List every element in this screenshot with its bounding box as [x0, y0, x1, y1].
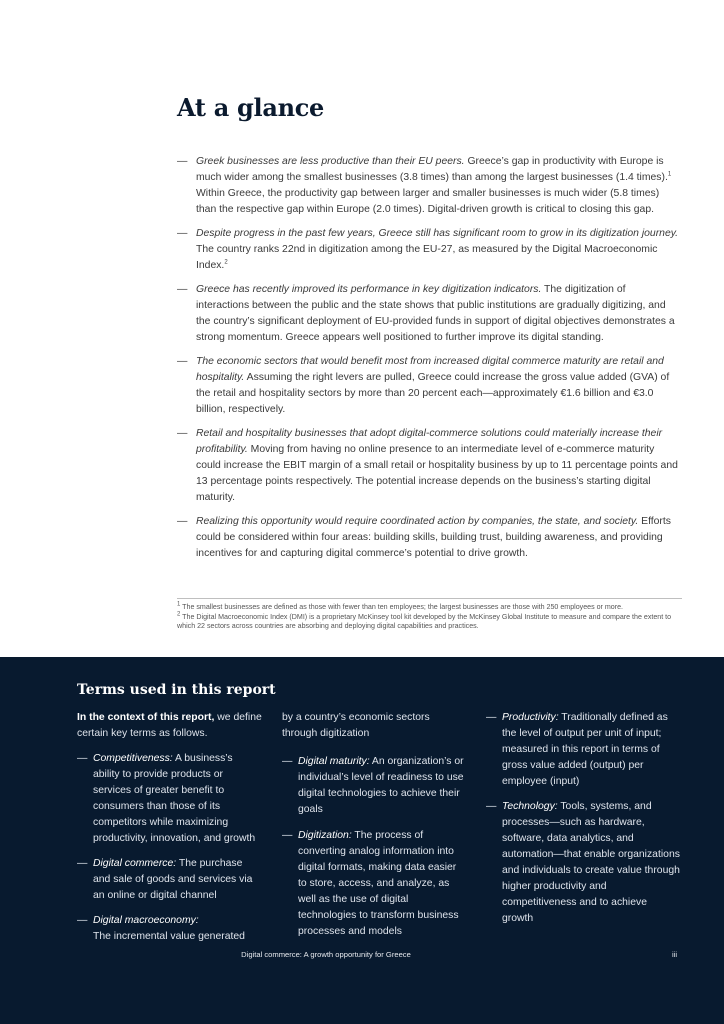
- term-name: Digital maturity:: [298, 756, 370, 767]
- page-number: iii: [672, 950, 678, 959]
- page-title: At a glance: [177, 93, 325, 122]
- footnote: [177, 603, 687, 613]
- term-text: The process of converting analog information into digital formats, making data easier to store, access, and analyze, as well as the use of digital technologies to transform business processes and models: [298, 830, 459, 937]
- finding-text: Moving from having no online presence to an intermediate level of e-commerce maturity could increase the EBIT margin of a small retail or hospitality business by up to 11 percentage points and 13 percentage points respectively. The potential increase depends on the business’s starting digital maturity.: [196, 444, 678, 503]
- key-findings-list: [177, 154, 679, 570]
- dash-marker: —: [282, 756, 293, 767]
- footnote-number: 1: [177, 601, 181, 608]
- finding-item: [177, 226, 679, 274]
- term-text: Tools, systems, and processes—such as hardware, software, data analytics, and automation—that enable organizations and individuals to create value through higher productivity and competitiveness and to achieve growth: [502, 801, 680, 924]
- dash-marker: —: [177, 156, 188, 167]
- dash-marker: —: [177, 228, 188, 239]
- term-name: Productivity:: [502, 712, 559, 723]
- term-name: Digital macroeconomy:: [93, 915, 199, 926]
- finding-lead: Greek businesses are less productive than their EU peers.: [196, 156, 465, 167]
- term-name: Digital commerce:: [93, 858, 177, 869]
- finding-text: Assuming the right levers are pulled, Greece could increase the gross value added (GVA) of the retail and hospitality sectors by more than 20 percent each—approximately €1.6 billion and €3.0 billion, respectively.: [196, 372, 670, 415]
- finding-lead: Despite progress in the past few years, Greece still has significant room to grow in its digitization journey.: [196, 228, 679, 239]
- term-name: Technology:: [502, 801, 558, 812]
- finding-lead: Retail and hospitality businesses that adopt digital-commerce solutions could materially increase their profitability.: [196, 428, 663, 455]
- terms-intro-bold: In the context of this report,: [77, 712, 215, 723]
- terms-panel: [0, 657, 724, 1024]
- terms-intro-text: we define certain key terms as follows.: [77, 712, 262, 739]
- footnote-text: The Digital Macroeconomic Index (DMI) is a proprietary McKinsey tool kit developed by the McKinsey Global Institute to measure and compare the extent to which 22 sectors across countries are absorbing and deploying digital capabilities and practices.: [177, 612, 672, 631]
- terms-column-2: [282, 710, 467, 950]
- term-definition: [77, 913, 262, 945]
- finding-item: [177, 282, 679, 346]
- dash-marker: —: [486, 801, 497, 812]
- dash-marker: —: [177, 428, 188, 439]
- term-definition: [486, 710, 681, 790]
- finding-lead: Realizing this opportunity would require coordinated action by companies, the state, and society.: [196, 516, 639, 527]
- term-definition: [77, 856, 262, 904]
- dash-marker: —: [77, 858, 88, 869]
- term-text: A business’s ability to provide products or services of greater benefit to consumers than those of its competitors while maximizing productivity, innovation, and growth: [93, 753, 256, 844]
- term-text: The purchase and sale of goods and services via an online or digital channel: [93, 858, 253, 901]
- footnote-ref: 1: [667, 171, 672, 178]
- footnote-ref: 2: [224, 259, 228, 266]
- term-text: An organization’s or individual’s level of readiness to use digital technologies to achieve their goals: [298, 756, 464, 815]
- footnote-number: 2: [177, 611, 181, 618]
- finding-lead: The economic sectors that would benefit most from increased digital commerce maturity are retail and hospitality.: [196, 356, 664, 383]
- finding-text: Efforts could be considered within four areas: building skills, building trust, building awareness, and providing incentives for and capturing digital commerce’s potential to drive growth.: [196, 516, 671, 559]
- dash-marker: —: [77, 753, 88, 764]
- terms-column-1: [77, 710, 262, 954]
- term-definition: [282, 754, 467, 818]
- finding-lead: Greece has recently improved its performance in key digitization indicators.: [196, 284, 542, 295]
- finding-item: [177, 154, 679, 218]
- term-name: Digitization:: [298, 830, 352, 841]
- term-continuation: by a country’s economic sectors through digitization: [282, 712, 430, 739]
- term-definition: [282, 828, 467, 940]
- footnote-divider: [177, 598, 682, 599]
- dash-marker: —: [282, 830, 293, 841]
- finding-item: [177, 426, 679, 506]
- terms-column-3: [486, 710, 681, 936]
- finding-text: Greece’s gap in productivity with Europe is much wider among the smallest businesses (3.8 times) than among the largest businesses (1.4 times).: [196, 156, 668, 183]
- term-text: The incremental value generated: [93, 931, 245, 942]
- term-definition: [77, 751, 262, 847]
- term-text: Traditionally defined as the level of output per unit of input; measured in this report in terms of gross value added (output) per employee (input): [502, 712, 668, 787]
- finding-item: [177, 354, 679, 418]
- dash-marker: —: [177, 516, 188, 527]
- report-title: Digital commerce: A growth opportunity for Greece: [241, 950, 411, 959]
- footnote-text: The smallest businesses are defined as those with fewer than ten employees; the largest businesses are those with 250 employees or more.: [180, 603, 624, 611]
- term-name: Competitiveness:: [93, 753, 173, 764]
- dash-marker: —: [77, 915, 88, 926]
- dash-marker: —: [486, 712, 497, 723]
- finding-text: The country ranks 22nd in digitization among the EU-27, as measured by the Digital Macroeconomic Index.: [196, 244, 658, 271]
- dash-marker: —: [177, 356, 188, 367]
- page-footer: [0, 947, 724, 963]
- finding-text-cont: Within Greece, the productivity gap between larger and smaller businesses is much wider (5.8 times) than the respective gap within Europe (2.0 times). Digital-driven growth is critical to closing this gap.: [196, 188, 660, 215]
- dash-marker: —: [177, 284, 188, 295]
- term-definition: [486, 799, 681, 927]
- terms-intro: [77, 710, 262, 742]
- finding-text: The digitization of interactions between the public and the state shows that public institutions are gradually digitizing, and the country’s significant deployment of EU-provided funds in support of digital objectives demonstrates a strong momentum. Greece appears well positioned to further improve its digital standing.: [196, 284, 675, 343]
- footnotes: [177, 603, 687, 632]
- terms-heading: Terms used in this report: [77, 682, 276, 698]
- finding-item: [177, 514, 679, 562]
- footnote: [177, 613, 687, 632]
